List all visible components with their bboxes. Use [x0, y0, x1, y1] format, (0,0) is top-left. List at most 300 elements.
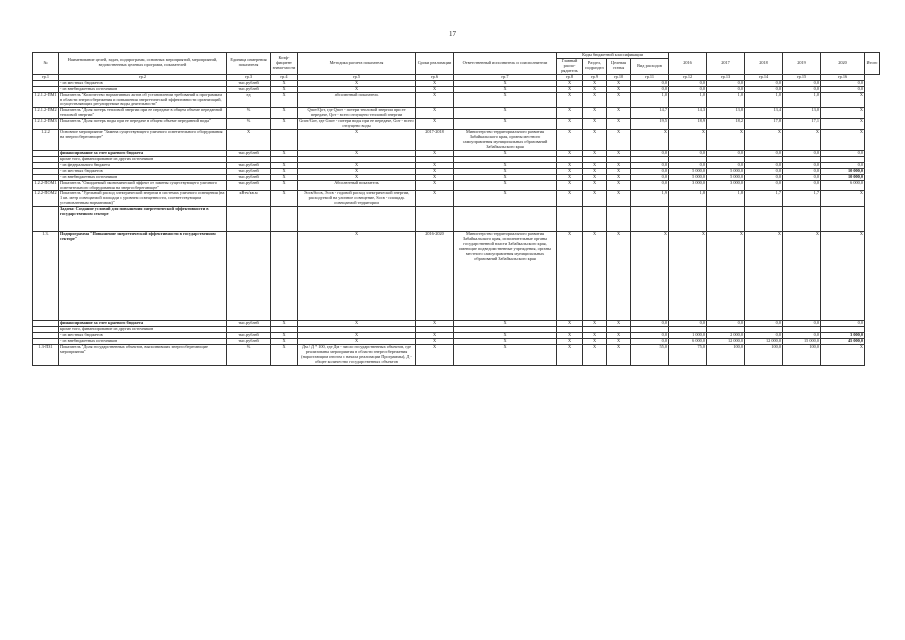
table-cell: X	[416, 92, 454, 108]
table-cell: X	[298, 174, 416, 180]
table-cell: X	[669, 130, 707, 151]
table-cell: 0,0	[783, 80, 821, 86]
table-cell: X	[557, 345, 583, 366]
table-cell	[227, 207, 271, 232]
table-cell: X	[607, 108, 631, 119]
col-header-method: Методика расчета показателя	[298, 53, 416, 75]
table-cell: X	[607, 130, 631, 151]
table-cell: 2016-2020	[416, 232, 454, 321]
table-cell: 1.2.1.2-ПМ2	[33, 108, 59, 119]
table-cell: X	[669, 232, 707, 321]
table-cell	[821, 207, 865, 232]
table-cell: X	[583, 92, 607, 108]
table-cell: X	[583, 162, 607, 168]
table-cell: 45 000,0	[821, 339, 865, 345]
table-cell: X	[557, 130, 583, 151]
table-cell: 0,0	[631, 168, 669, 174]
table-cell: абсолютный показатель	[298, 92, 416, 108]
table-cell: X	[607, 119, 631, 130]
table-cell: X	[271, 180, 298, 191]
column-number: гр.12	[669, 74, 707, 80]
table-cell: X	[745, 232, 783, 321]
col-header-expense: Вид расходов	[631, 58, 669, 74]
column-number: гр.5	[298, 74, 416, 80]
table-cell: 17,1	[783, 119, 821, 130]
table-cell: кВтч/кв.м	[227, 191, 271, 207]
table-cell: X	[271, 162, 298, 168]
table-cell: X	[557, 80, 583, 86]
table-cell	[298, 207, 416, 232]
table-cell: Показатель "Доля потерь воды при ее передаче в общем объеме переданной воды"	[59, 119, 227, 130]
table-cell: - из местных бюджетов	[59, 168, 227, 174]
table-cell: X	[557, 86, 583, 92]
table-cell: X	[416, 321, 454, 327]
table-cell: 1.2.1.2-ПМ1	[33, 92, 59, 108]
table-cell: 13,4	[745, 108, 783, 119]
table-cell	[783, 207, 821, 232]
table-cell: Показатель "Количество нормативных актов об установлении требований к программам в области энергосбережения и повышения энергетической эффективности организаций, осуществляющих регулируемые виды деятельности"	[59, 92, 227, 108]
table-cell: 1,0	[631, 92, 669, 108]
table-cell: X	[271, 92, 298, 108]
table-cell: 0,0	[669, 86, 707, 92]
table-cell: тыс.рублей	[227, 80, 271, 86]
table-cell: тыс.рублей	[227, 180, 271, 191]
table-cell: Эосв/Sосв, Эосв - годовой расход электрической энергии, расходуемой на уличное освещение, Sосв - площадь освещаемой территории	[298, 191, 416, 207]
table-cell: тыс.рублей	[227, 321, 271, 327]
column-number: гр.3	[227, 74, 271, 80]
table-cell: 1.2.2-ПОМ2	[33, 191, 59, 207]
table-cell: - из внебюджетных источников	[59, 174, 227, 180]
table-cell: X	[631, 232, 669, 321]
table-cell: X	[271, 86, 298, 92]
column-number: гр.15	[783, 74, 821, 80]
table-cell: финансирование за счет краевого бюджета	[59, 321, 227, 327]
table-cell	[271, 207, 298, 232]
table-cell: 0,0	[745, 150, 783, 156]
col-header-num: №	[33, 53, 59, 75]
table-cell: X	[416, 339, 454, 345]
table-cell: X	[298, 130, 416, 151]
column-number: гр.14	[745, 74, 783, 80]
table-cell: 0,0	[783, 162, 821, 168]
table-cell: тыс.рублей	[227, 150, 271, 156]
table-cell: X	[583, 174, 607, 180]
table-cell: 0,0	[745, 180, 783, 191]
table-cell: X	[454, 162, 557, 168]
table-cell: X	[454, 92, 557, 108]
table-cell: X	[416, 80, 454, 86]
col-header-section: Раздел, подраздел	[583, 58, 607, 74]
table-cell: 6 000,0	[669, 339, 707, 345]
table-cell: 1,7	[745, 191, 783, 207]
table-cell: 1,7	[783, 191, 821, 207]
col-header-article: Целевая статья	[607, 58, 631, 74]
table-cell: %	[227, 345, 271, 366]
table-cell: X	[583, 130, 607, 151]
table-cell: 0,0	[745, 333, 783, 339]
table-cell: 3 000,0	[707, 180, 745, 191]
table-cell: X	[557, 174, 583, 180]
table-cell: 1,9	[631, 191, 669, 207]
table-cell: 0,0	[783, 180, 821, 191]
table-cell: 1,0	[707, 92, 745, 108]
table-cell: X	[298, 339, 416, 345]
table-cell: X	[583, 80, 607, 86]
table-cell: X	[821, 130, 865, 151]
table-cell: 0,0	[821, 321, 865, 327]
table-cell: X	[607, 174, 631, 180]
col-header-total: Итого	[865, 53, 880, 75]
table-cell: 0,0	[631, 80, 669, 86]
table-cell: 0,0	[783, 150, 821, 156]
table-cell: X	[821, 108, 865, 119]
table-cell: тыс.рублей	[227, 339, 271, 345]
table-cell	[271, 130, 298, 151]
table-cell: 0,0	[783, 168, 821, 174]
table-cell: - из федерального бюджета	[59, 162, 227, 168]
table-cell: 0,0	[707, 150, 745, 156]
table-cell: Gпот/Gот, где Gпот - потери воды при ее передаче, Gот - всего отпущено воды	[299, 118, 414, 129]
table-cell: X	[557, 92, 583, 108]
table-cell: X	[416, 119, 454, 130]
table-cell: X	[583, 108, 607, 119]
table-cell: X	[557, 119, 583, 130]
page-number: 17	[449, 30, 456, 38]
table-row	[33, 92, 880, 108]
table-cell: X	[583, 321, 607, 327]
table-cell: X	[783, 130, 821, 151]
table-cell: 5 000,0	[707, 168, 745, 174]
table-cell: 0,0	[745, 321, 783, 327]
table-cell: 0,0	[631, 174, 669, 180]
table-cell: ед	[227, 92, 271, 108]
table-cell: X	[416, 168, 454, 174]
table-cell: X	[583, 180, 607, 191]
table-cell: 0,0	[669, 150, 707, 156]
table-cell: 100,0	[783, 345, 821, 366]
program-table	[32, 52, 880, 366]
table-row	[33, 232, 880, 321]
table-cell: X	[298, 80, 416, 86]
table-cell: Показатель "Доля потерь тепловой энергии при ее передаче в общем объеме переданной тепловой энергии"	[59, 108, 227, 119]
table-cell: X	[416, 150, 454, 156]
table-cell: 0,0	[631, 162, 669, 168]
table-cell: тыс.рублей	[227, 162, 271, 168]
col-header-name: Наименование целей, задач, подпрограмм, основных мероприятий, мероприятий, ведомственных целевых программ, показателей	[59, 53, 227, 75]
header-row-1	[33, 53, 880, 59]
table-cell	[416, 207, 454, 232]
table-cell: 0,0	[631, 86, 669, 92]
table-cell: X	[557, 339, 583, 345]
table-cell: 5 000,0	[669, 174, 707, 180]
table-cell: 18,2	[707, 119, 745, 130]
table-cell: 0,0	[745, 86, 783, 92]
table-cell: 0,0	[745, 174, 783, 180]
table-cell: 0,0	[821, 150, 865, 156]
table-cell	[33, 207, 59, 232]
table-cell: X	[607, 339, 631, 345]
table-cell: X	[298, 162, 416, 168]
table-cell: X	[631, 130, 669, 151]
table-cell: X	[298, 232, 416, 321]
table-cell: 17,8	[745, 119, 783, 130]
column-number: гр.16	[821, 74, 865, 80]
table-cell: X	[583, 339, 607, 345]
table-row	[33, 130, 880, 151]
table-cell: X	[416, 345, 454, 366]
table-cell: 5 000,0	[669, 168, 707, 174]
column-number: гр.9	[583, 74, 607, 80]
table-cell: X	[821, 191, 865, 207]
table-cell: 0,0	[745, 162, 783, 168]
table-cell: X	[583, 168, 607, 174]
table-cell: 1.3.	[33, 232, 59, 321]
table-cell: 19,5	[631, 119, 669, 130]
table-cell: - из внебюджетных источников	[59, 86, 227, 92]
table-cell: 1.2.2	[33, 130, 59, 151]
table-cell	[583, 207, 607, 232]
table-cell: X	[454, 345, 557, 366]
table-row	[33, 180, 880, 191]
table-cell: 1,8	[669, 191, 707, 207]
table-cell: X	[607, 168, 631, 174]
table-cell	[745, 207, 783, 232]
table-cell: X	[607, 162, 631, 168]
table-cell: 0,0	[631, 150, 669, 156]
table-cell: 1,0	[745, 92, 783, 108]
table-cell: X	[271, 321, 298, 327]
table-cell: X	[271, 333, 298, 339]
table-cell: 10 000,0	[821, 168, 865, 174]
table-cell: 0,0	[631, 333, 669, 339]
table-cell: Задача: Создание условий для повышения энергетической эффективности в государственном секторе	[59, 207, 227, 232]
table-cell: 0,0	[783, 333, 821, 339]
table-cell: X	[298, 333, 416, 339]
table-cell: 1.3-ПЗ1	[33, 345, 59, 366]
table-row	[33, 119, 880, 130]
table-cell: X	[416, 191, 454, 207]
col-header-2018: 2018	[745, 53, 783, 75]
table-cell: X	[745, 130, 783, 151]
column-number: гр.4	[271, 74, 298, 80]
table-cell: X	[607, 232, 631, 321]
table-cell: X	[416, 180, 454, 191]
table-cell: X	[298, 86, 416, 92]
col-header-admin: Главный распо-рядитель	[557, 58, 583, 74]
table-cell: Абсолютный показатель	[298, 180, 416, 191]
table-cell: 0,0	[745, 80, 783, 86]
table-cell	[669, 207, 707, 232]
table-cell: X	[557, 321, 583, 327]
table-row	[33, 191, 880, 207]
table-cell: X	[271, 150, 298, 156]
column-number: гр.13	[707, 74, 745, 80]
table-cell: X	[298, 168, 416, 174]
table-cell: X	[607, 92, 631, 108]
table-cell: 13,8	[707, 108, 745, 119]
table-cell: X	[607, 333, 631, 339]
table-cell: кроме того, финансирование из других источников	[59, 327, 227, 333]
column-number: гр.7	[454, 74, 557, 80]
col-header-exec: Ответственный исполнитель и соисполнители	[454, 53, 557, 75]
table-cell: Подпрограмма "Повышение энергетической эффективности в государственном секторе"	[59, 232, 227, 321]
table-cell: X	[298, 321, 416, 327]
table-cell: 0,0	[783, 174, 821, 180]
table-cell: X	[454, 168, 557, 174]
table-cell	[271, 232, 298, 321]
table-cell: X	[416, 174, 454, 180]
table-cell: X	[454, 80, 557, 86]
table-cell: X	[557, 162, 583, 168]
table-cell: X	[607, 150, 631, 156]
table-cell: кроме того, финансирование из других источников	[59, 156, 227, 162]
table-cell: 15 000,0	[783, 339, 821, 345]
table-cell: X	[557, 180, 583, 191]
table-cell: 0,0	[707, 86, 745, 92]
table-cell: X	[707, 130, 745, 151]
table-cell: X	[416, 108, 454, 119]
table-cell: X	[821, 345, 865, 366]
column-number: гр.11	[631, 74, 669, 80]
table-cell: X	[557, 333, 583, 339]
table-cell: 0,0	[669, 80, 707, 86]
table-cell	[607, 207, 631, 232]
table-cell: X	[271, 119, 298, 130]
table-cell: 0,0	[669, 162, 707, 168]
table-cell: 0,0	[783, 321, 821, 327]
table-cell: 1,0	[669, 92, 707, 108]
table-cell: X	[227, 130, 271, 151]
table-cell: X	[583, 232, 607, 321]
table-cell: %	[227, 119, 271, 130]
table-cell: X	[271, 339, 298, 345]
table-cell: 1.2.2-ПОМ1	[33, 180, 59, 191]
table-cell: 2 000,0	[707, 333, 745, 339]
table-cell: X	[454, 191, 557, 207]
table-cell: X	[583, 345, 607, 366]
table-cell: X	[821, 92, 865, 108]
table-cell: X	[298, 150, 416, 156]
table-cell: 0,0	[707, 321, 745, 327]
col-header-unit: Единица измерения показателя	[227, 53, 271, 75]
table-cell: 6 000,0	[821, 180, 865, 191]
table-cell: X	[557, 232, 583, 321]
table-cell: 13,0	[783, 108, 821, 119]
table-cell: 14,3	[669, 108, 707, 119]
column-number: гр.6	[416, 74, 454, 80]
table-cell: 0,0	[631, 339, 669, 345]
table-cell: 1,0	[783, 92, 821, 108]
table-cell: - из внебюджетных источников	[59, 339, 227, 345]
table-cell: финансирование за счет краевого бюджета	[59, 150, 227, 156]
col-header-budget: Коды бюджетной классификации	[557, 53, 669, 59]
table-cell: X	[607, 80, 631, 86]
table-cell: X	[454, 339, 557, 345]
table-cell: 75,0	[669, 345, 707, 366]
table-cell: 0,0	[821, 80, 865, 86]
table-cell	[707, 207, 745, 232]
table-cell: X	[271, 80, 298, 86]
table-cell: X	[583, 119, 607, 130]
table-cell: 1 000,0	[669, 333, 707, 339]
table-cell: тыс.рублей	[227, 333, 271, 339]
table-cell: 0,0	[669, 321, 707, 327]
column-number: гр.10	[607, 74, 631, 80]
table-cell: X	[583, 86, 607, 92]
table-cell: X	[271, 174, 298, 180]
col-header-2019: 2019	[783, 53, 821, 75]
table-cell: X	[607, 86, 631, 92]
table-cell	[557, 207, 583, 232]
table-cell: 0,0	[707, 80, 745, 86]
table-cell: 0,0	[783, 86, 821, 92]
table-cell: 12 000,0	[707, 339, 745, 345]
table-cell: X	[454, 174, 557, 180]
table-cell: Дм / Д * 100, где Дм - число государственных объектов, где реализованы мероприятия в области энергосбережения (нарастающим итогом с начала реализации Программы), Д - общее количество государственных объектов	[298, 345, 416, 366]
table-cell: X	[454, 119, 557, 130]
table-cell: 100,0	[745, 345, 783, 366]
table-cell: 0,0	[821, 86, 865, 92]
table-cell: X	[707, 232, 745, 321]
column-number: гр.1	[33, 74, 59, 80]
table-cell: X	[454, 333, 557, 339]
table-cell: X	[271, 108, 298, 119]
col-header-2016: 2016	[669, 53, 707, 75]
table-cell: X	[454, 86, 557, 92]
table-cell: X	[783, 232, 821, 321]
table-cell: 18,9	[669, 119, 707, 130]
table-cell: X	[583, 191, 607, 207]
table-cell	[454, 207, 557, 232]
col-header-term: Сроки реализации	[416, 53, 454, 75]
table-cell: 14,7	[631, 108, 669, 119]
table-cell: X	[607, 180, 631, 191]
table-cell: тыс.рублей	[227, 86, 271, 92]
table-cell: - из местных бюджетов	[59, 333, 227, 339]
table-cell: X	[821, 119, 865, 130]
table-cell: X	[454, 180, 557, 191]
table-cell: X	[416, 162, 454, 168]
table-cell: 100,0	[707, 345, 745, 366]
table-cell: X	[454, 150, 557, 156]
table-cell: Показатель "Удельный расход электрической энергии в системах уличного освещения (на 1 кв. метр освещаемой площади с уровнем освещенности, соответствующим установленным нормативам)"	[59, 191, 227, 207]
table-cell	[227, 232, 271, 321]
table-cell: 1,8	[707, 191, 745, 207]
column-number: гр.2	[59, 74, 227, 80]
table-cell: 12 000,0	[745, 339, 783, 345]
table-body	[33, 80, 880, 365]
table-cell: X	[607, 345, 631, 366]
table-cell: X	[416, 86, 454, 92]
table-cell: X	[607, 321, 631, 327]
col-header-2017: 2017	[707, 53, 745, 75]
table-cell: X	[271, 168, 298, 174]
table-cell: 0,0	[631, 180, 669, 191]
table-cell: 5 000,0	[707, 174, 745, 180]
table-cell: X	[271, 191, 298, 207]
table-cell: X	[821, 232, 865, 321]
table-cell: 0,0	[631, 321, 669, 327]
table-cell: Основное мероприятие "Замена существующего уличного осветительного оборудования на энергосберегающее"	[59, 130, 227, 151]
table-cell: X	[607, 191, 631, 207]
table-cell: тыс.рублей	[227, 174, 271, 180]
table-cell: X	[557, 150, 583, 156]
column-number: гр.8	[557, 74, 583, 80]
table-cell: X	[557, 168, 583, 174]
table-cell: X	[583, 150, 607, 156]
table-cell: X	[454, 321, 557, 327]
table-cell: 3 000,0	[669, 180, 707, 191]
